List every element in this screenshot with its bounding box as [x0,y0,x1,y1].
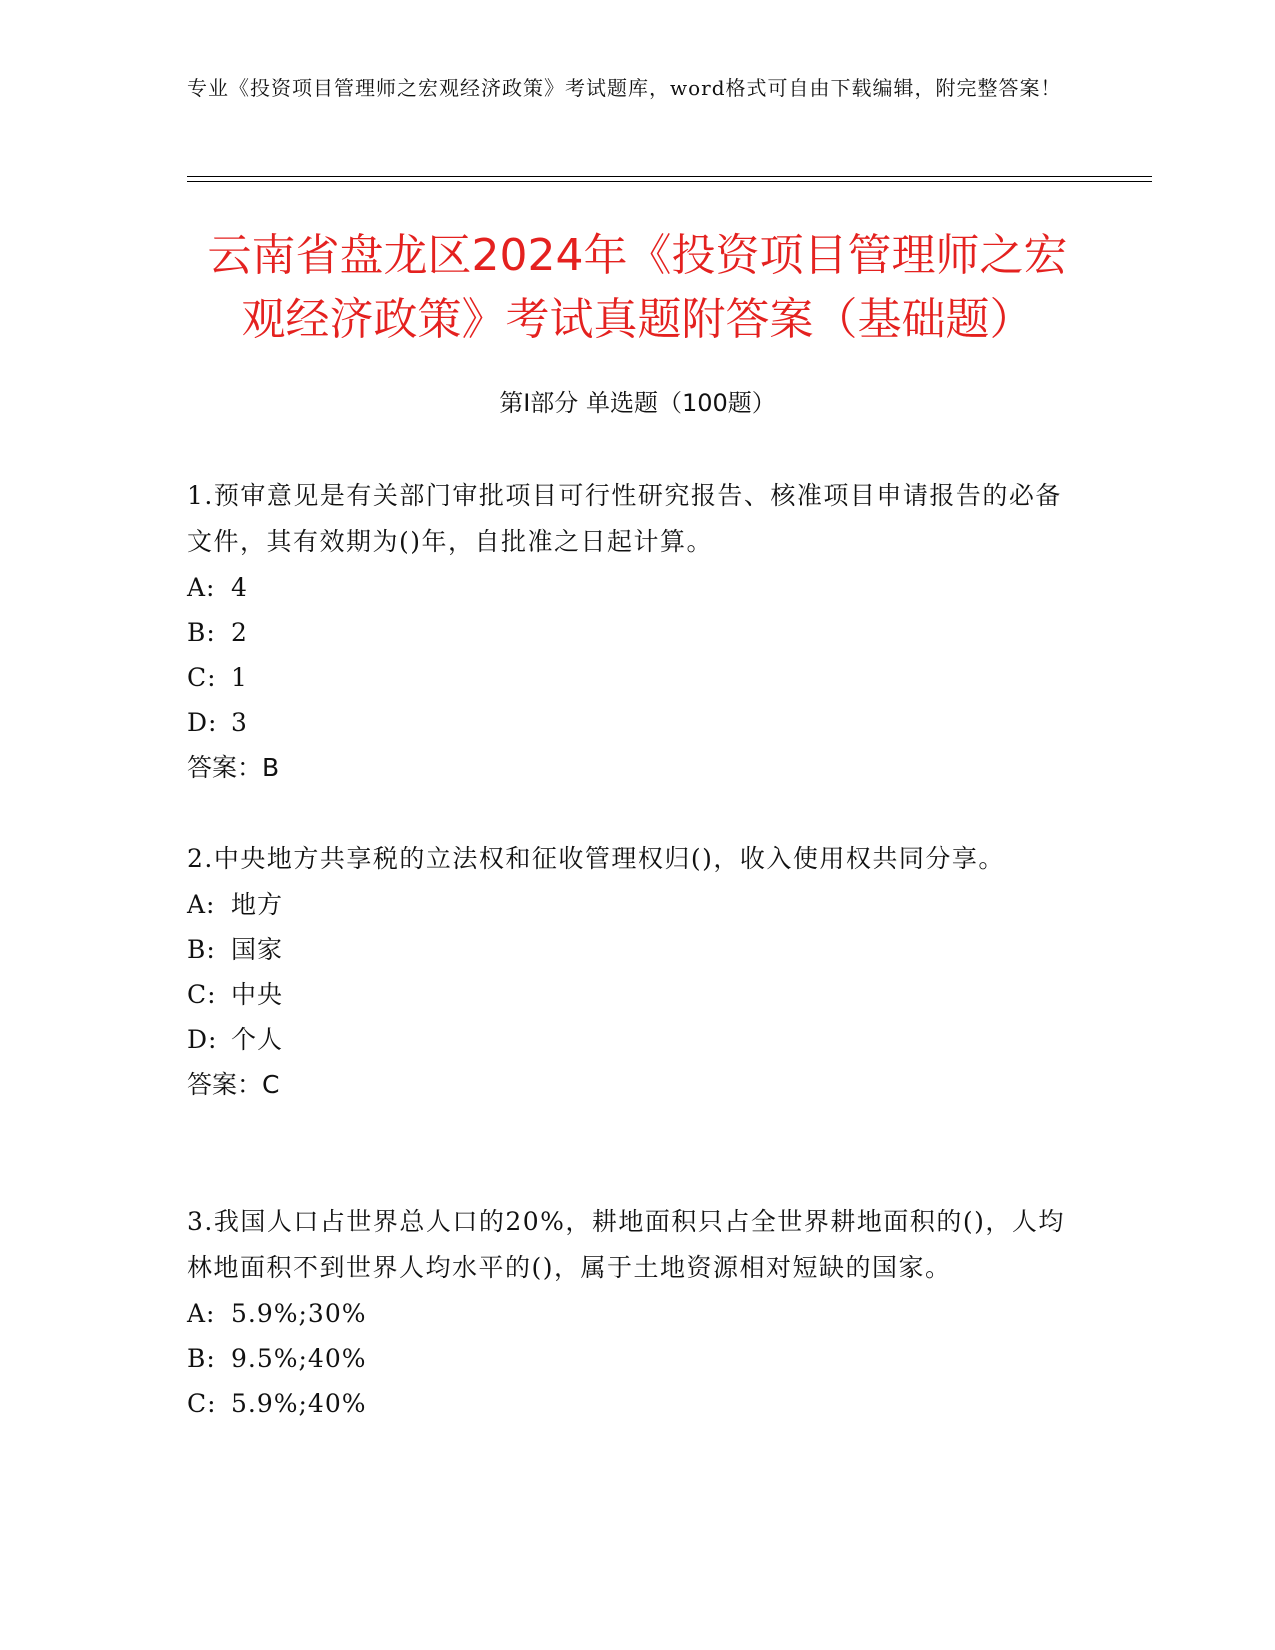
option-text: 国家 [231,935,284,964]
option-a [187,1291,1067,1336]
option-key: C: [187,663,217,692]
question-3 [187,1199,1067,1426]
option-key: A: [187,573,216,602]
option-text: 地方 [231,890,284,919]
option-d [187,1017,1067,1062]
option-text: 1 [231,663,248,692]
answer: 答案：B [187,753,280,782]
option-text: 2 [231,618,248,647]
option-a [187,565,1067,610]
option-text: 4 [231,573,248,602]
option-key: C: [187,1389,217,1418]
option-text: 5.9%;30% [231,1299,367,1328]
option-key: B: [187,935,216,964]
option-key: A: [187,890,216,919]
document-title [170,224,1105,352]
option-b [187,1336,1067,1381]
option-a [187,882,1067,927]
answer: 答案：C [187,1070,280,1099]
option-text: 个人 [231,1025,284,1054]
header-note: 专业《投资项目管理师之宏观经济政策》考试题库，word格式可自由下载编辑，附完整答案！ [187,76,1062,100]
question-stem: 1.预审意见是有关部门审批项目可行性研究报告、核准项目申请报告的必备文件，其有效期为()年，自批准之日起计算。 [187,481,1062,556]
option-key: A: [187,1299,216,1328]
question-2 [187,836,1067,1108]
question-stem: 2.中央地方共享税的立法权和征收管理权归()，收入使用权共同分享。 [187,844,1005,873]
question-1 [187,473,1067,791]
document-title-line-1: 云南省盘龙区2024年《投资项目管理师之宏 [207,230,1068,281]
option-text: 5.9%;40% [231,1389,367,1418]
header-rule-bottom [187,181,1152,182]
option-key: D: [187,708,218,737]
option-c [187,1381,1067,1426]
section-title: 第Ⅰ部分 单选题（100题） [499,389,776,417]
option-b [187,927,1067,972]
option-text: 9.5%;40% [231,1344,367,1373]
option-key: B: [187,1344,216,1373]
option-text: 中央 [231,980,284,1009]
option-d [187,700,1067,745]
document-title-line-2: 观经济政策》考试真题附答案（基础题） [241,294,1034,345]
option-text: 3 [231,708,248,737]
option-key: B: [187,618,216,647]
option-c [187,972,1067,1017]
header-rule-top [187,176,1152,177]
question-stem: 3.我国人口占世界总人口的20%，耕地面积只占全世界耕地面积的()，人均林地面积不到世界人均水平的()，属于土地资源相对短缺的国家。 [187,1207,1065,1282]
option-key: C: [187,980,217,1009]
option-b [187,610,1067,655]
option-key: D: [187,1025,218,1054]
option-c [187,655,1067,700]
